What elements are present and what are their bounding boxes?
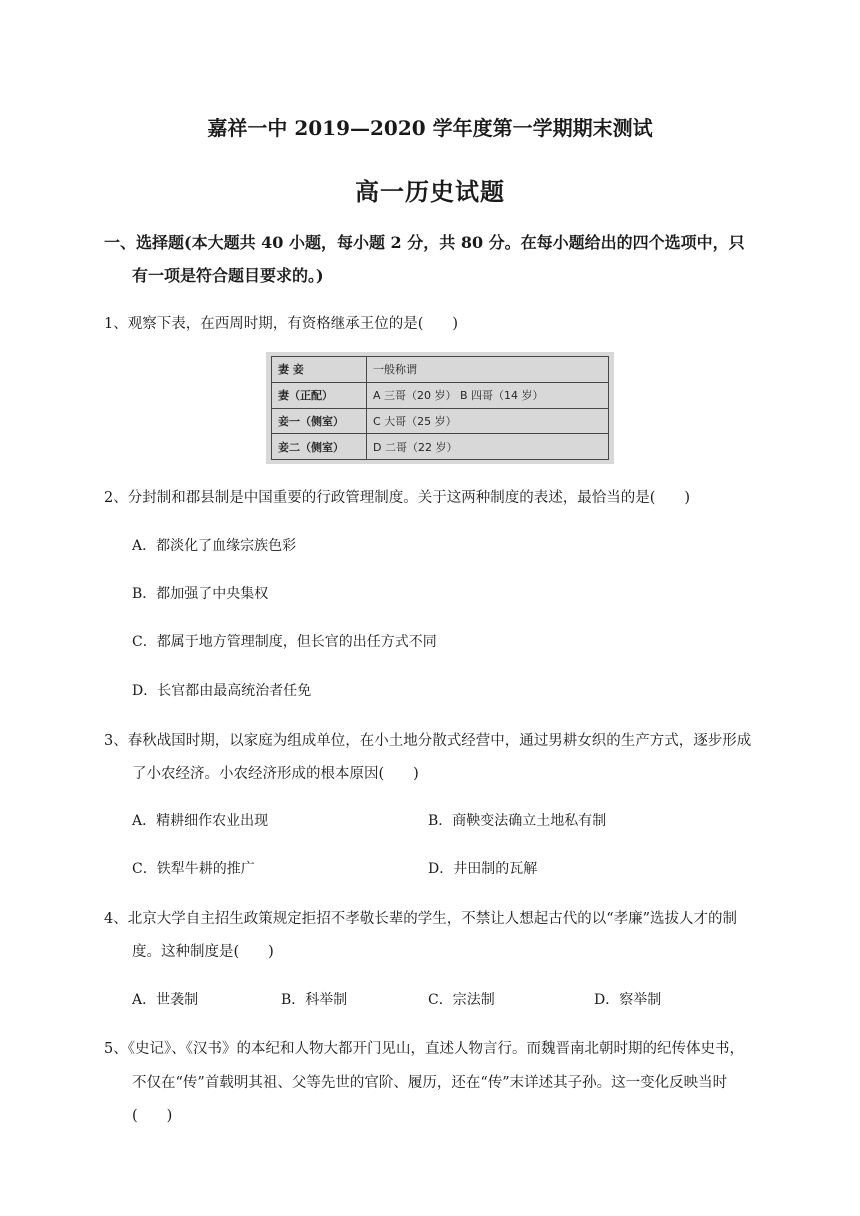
question-2-option-a: A．都淡化了血缘宗族色彩 (132, 538, 297, 554)
question-3-option-c: C．铁犁牛耕的推广 (132, 861, 255, 877)
table-row (272, 434, 609, 460)
table-row (272, 382, 609, 408)
question-5-stem-line2: 不仅在“传”首载明其祖、父等先世的官阶、履历，还在“传”末详述其子孙。这一变化反映当时 (132, 1075, 728, 1091)
question-4-option-a: A．世袭制 (132, 992, 199, 1008)
table-cell: 妾二（侧室） (272, 434, 367, 460)
question-5-stem-line1: 5、《史记》、《汉书》的本纪和人物大都开门见山，直述人物言行。而魏晋南北朝时期的纪传体史书， (104, 1041, 744, 1057)
table-cell: A 三哥（20 岁） B 四哥（14 岁） (367, 382, 609, 408)
table-header-row (272, 357, 609, 383)
question-4-option-c: C．宗法制 (428, 992, 495, 1008)
table-cell: C 大哥（25 岁） (367, 408, 609, 434)
table-header-cell: 一般称谓 (367, 357, 609, 383)
table-header-cell: 妻 妾 (272, 357, 367, 383)
question-5-stem-line3: ( ) (132, 1108, 173, 1124)
question-4-stem-line1: 4、北京大学自主招生政策规定拒招不孝敬长辈的学生，不禁让人想起古代的以“孝廉”选拔人才的制 (104, 911, 738, 927)
question-2-option-c: C．都属于地方管理制度，但长官的出任方式不同 (132, 634, 437, 650)
table-row (272, 408, 609, 434)
question-4-option-d: D．察举制 (594, 992, 662, 1008)
table-cell: 妾一（侧室） (272, 408, 367, 434)
question-3-option-b: B．商鞅变法确立土地私有制 (428, 813, 607, 829)
question-4-stem-line2: 度。这种制度是( ) (132, 944, 274, 960)
question-2-option-d: D．长官都由最高统治者任免 (132, 683, 312, 699)
question-3-stem-line2: 了小农经济。小农经济形成的根本原因( ) (132, 766, 419, 782)
table-cell: 妻（正配） (272, 382, 367, 408)
question-3-option-a: A．精耕细作农业出现 (132, 813, 269, 829)
question-1-stem: 1、观察下表，在西周时期，有资格继承王位的是( ) (104, 316, 459, 332)
subject-title: 高一历史试题 (355, 177, 505, 206)
exam-title: 嘉祥一中 2019—2020 学年度第一学期期末测试 (207, 116, 653, 140)
question-3-stem-line1: 3、春秋战国时期，以家庭为组成单位，在小土地分散式经营中，通过男耕女织的生产方式，逐步形成 (104, 733, 752, 749)
question-2-stem: 2、分封制和郡县制是中国重要的行政管理制度。关于这两种制度的表述，最恰当的是( ) (104, 490, 691, 506)
section-heading-line1: 一、选择题(本大题共 40 小题，每小题 2 分，共 80 分。在每小题给出的四个选项中，只 (104, 233, 745, 252)
table-cell: D 二哥（22 岁） (367, 434, 609, 460)
question-3-option-d: D．井田制的瓦解 (428, 861, 538, 877)
section-heading-line2: 有一项是符合题目要求的。) (132, 266, 324, 285)
succession-table-image (266, 352, 614, 464)
question-2-option-b: B．都加强了中央集权 (132, 586, 269, 602)
question-4-option-b: B．科举制 (281, 992, 348, 1008)
succession-table (271, 356, 609, 460)
